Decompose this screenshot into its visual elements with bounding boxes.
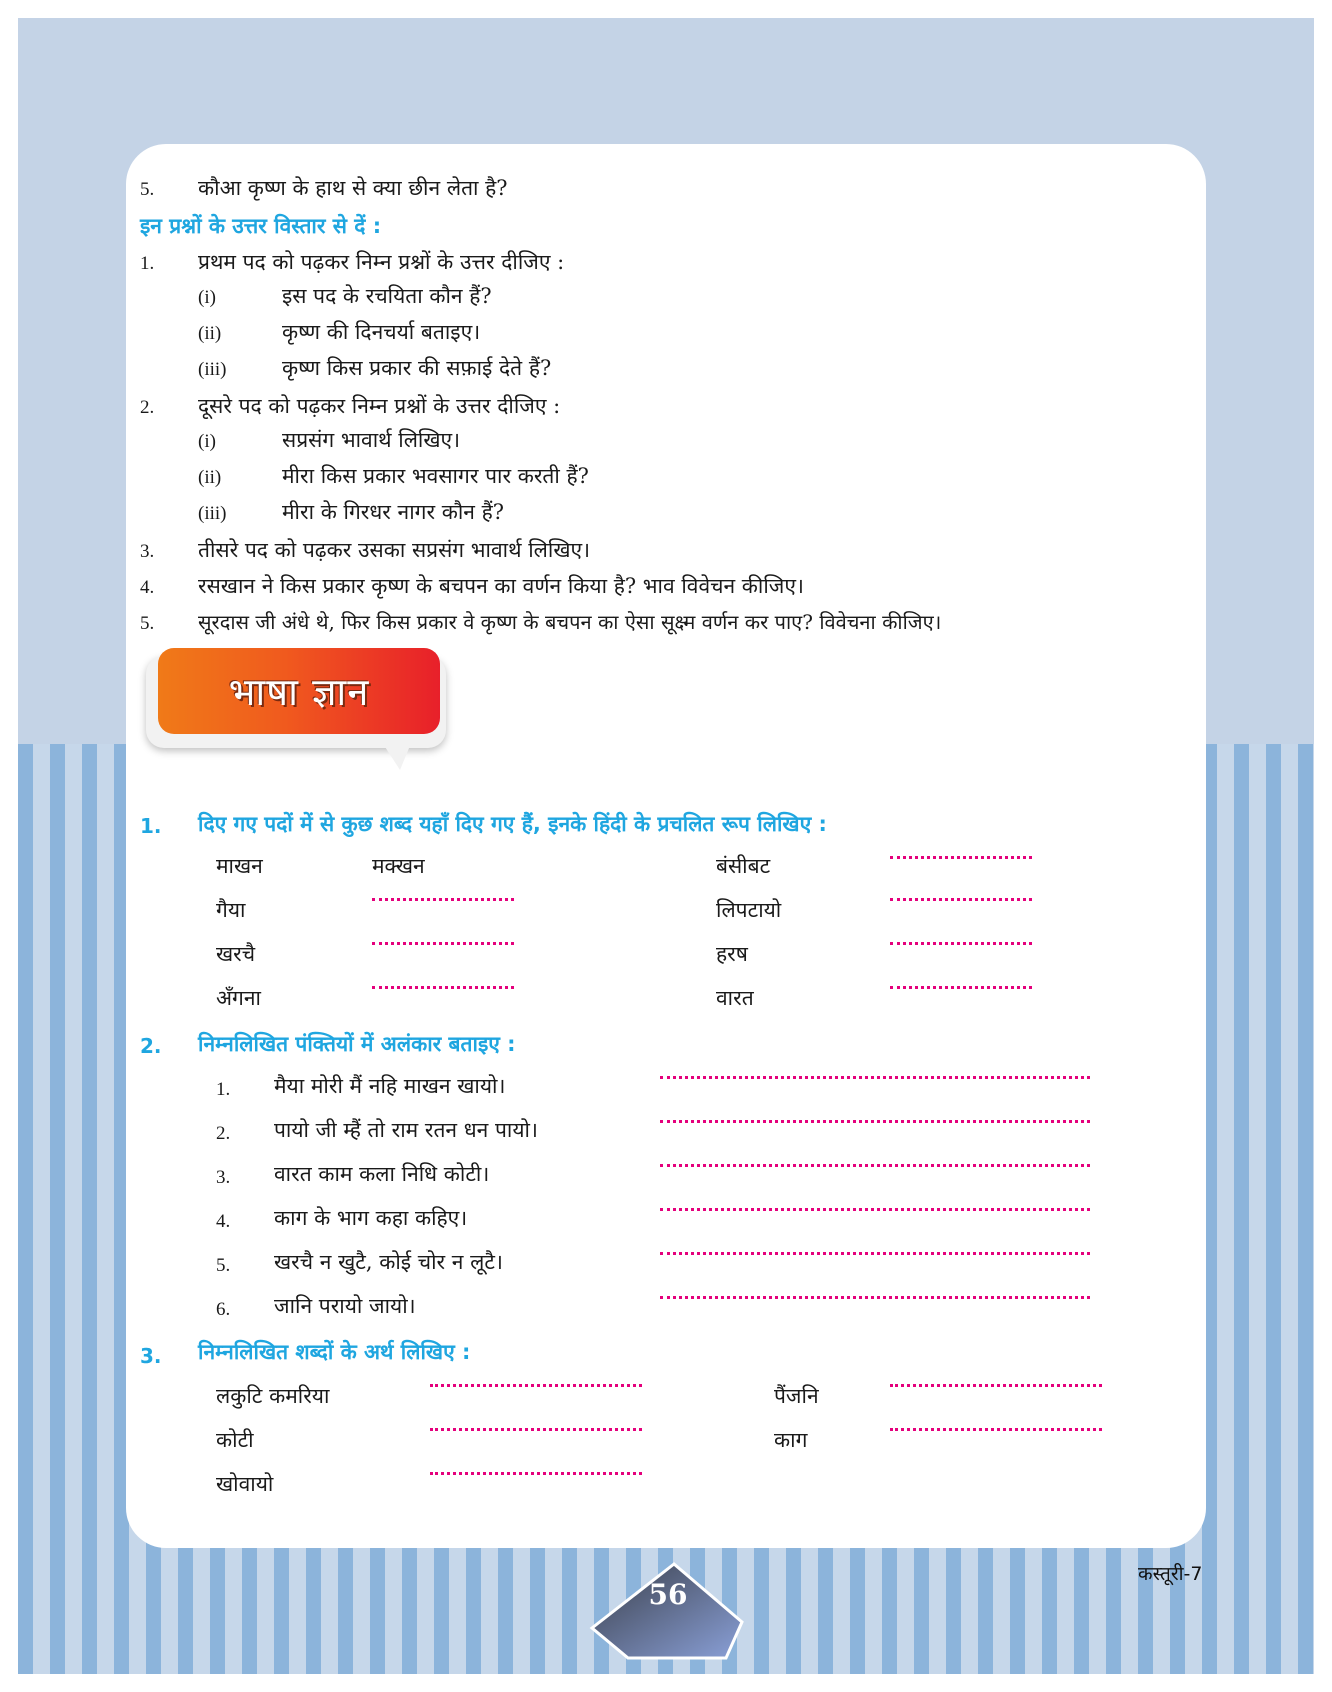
item-text: वारत काम कला निधि कोटी। [274,1162,490,1186]
word: वारत [716,986,754,1010]
answer-blank[interactable] [890,898,1032,901]
book-title: कस्तूरी-7 [1138,1563,1203,1585]
item-number: 4. [216,1211,231,1232]
exercise-title: निम्नलिखित शब्दों के अर्थ लिखिए : [198,1340,471,1364]
long-question-text: रसखान ने किस प्रकार कृष्ण के बचपन का वर्णन किया है? भाव विवेचन कीजिए। [198,574,804,598]
answer-blank[interactable] [890,1384,1102,1387]
exercise-title: निम्नलिखित पंक्तियों में अलंकार बताइए : [198,1032,516,1056]
sub-question-text: मीरा किस प्रकार भवसागर पार करती हैं? [282,464,589,488]
word: लिपटायो [716,898,782,922]
banner-title: भाषा ज्ञान [228,670,370,714]
word: खरचै [216,942,256,966]
answer-blank[interactable] [430,1428,642,1431]
item-text: पायो जी म्हैं तो राम रतन धन पायो। [274,1118,538,1142]
word: पैंजनि [774,1384,819,1408]
answer-blank[interactable] [890,942,1032,945]
answer: मक्खन [372,854,425,878]
long-question-number: 5. [140,613,155,634]
word: कोटी [216,1428,254,1452]
exercise-number: 2. [140,1034,162,1058]
long-question-text: दूसरे पद को पढ़कर निम्न प्रश्नों के उत्तर दीजिए : [198,394,561,418]
word: बंसीबट [716,854,771,878]
banner-box [158,648,440,734]
item-text: जानि परायो जायो। [274,1294,416,1318]
word: खोवायो [216,1472,274,1496]
long-question-text: तीसरे पद को पढ़कर उसका सप्रसंग भावार्थ लिखिए। [198,538,591,562]
long-question-number: 3. [140,541,155,562]
sub-question-number: (iii) [198,359,227,380]
answer-blank[interactable] [660,1120,1090,1123]
exercise-title: दिए गए पदों में से कुछ शब्द यहाँ दिए गए हैं, इनके हिंदी के प्रचलित रूप लिखिए : [198,812,827,836]
word: अँगना [216,986,261,1010]
answer-blank[interactable] [430,1472,642,1475]
word: लकुटि कमरिया [216,1384,330,1408]
item-text: काग के भाग कहा कहिए। [274,1206,468,1230]
answer-blank[interactable] [660,1208,1090,1211]
long-answer-heading: इन प्रश्नों के उत्तर विस्तार से दें : [140,214,382,238]
answer-blank[interactable] [660,1252,1090,1255]
word: काग [774,1428,808,1452]
word: हरष [716,942,748,966]
long-question-number: 4. [140,577,155,598]
long-question-text: प्रथम पद को पढ़कर निम्न प्रश्नों के उत्तर दीजिए : [198,250,565,274]
question-text: कौआ कृष्ण के हाथ से क्या छीन लेता है? [198,176,508,200]
answer-blank[interactable] [890,1428,1102,1431]
item-number: 5. [216,1255,231,1276]
page-number: 56 [648,1578,688,1611]
answer-blank[interactable] [890,986,1032,989]
sub-question-text: कृष्ण की दिनचर्या बताइए। [282,320,481,344]
item-text: मैया मोरी मैं नहि माखन खायो। [274,1074,506,1098]
answer-blank[interactable] [372,942,514,945]
long-question-text: सूरदास जी अंधे थे, फिर किस प्रकार वे कृष्ण के बचपन का ऐसा सूक्ष्म वर्णन कर पाए? विवेचना कीजिए। [198,610,942,634]
sub-question-text: कृष्ण किस प्रकार की सफ़ाई देते हैं? [282,356,552,380]
answer-blank[interactable] [660,1164,1090,1167]
exercise-number: 1. [140,814,162,838]
item-number: 1. [216,1079,231,1100]
sub-question-number: (iii) [198,503,227,524]
item-text: खरचै न खुटै, कोई चोर न लूटै। [274,1250,503,1274]
question-number: 5. [140,179,155,200]
long-question-number: 2. [140,397,155,418]
answer-blank[interactable] [372,898,514,901]
section-banner [146,648,446,744]
answer-blank[interactable] [660,1076,1090,1079]
word: गैया [216,898,246,922]
page-number-badge [588,1560,748,1660]
sub-question-number: (i) [198,287,216,308]
answer-blank[interactable] [372,986,514,989]
answer-blank[interactable] [660,1296,1090,1299]
word: माखन [216,854,263,878]
sub-question-text: सप्रसंग भावार्थ लिखिए। [282,428,461,452]
answer-blank[interactable] [890,856,1032,859]
banner-tail [378,736,414,770]
sub-question-number: (ii) [198,467,222,488]
item-number: 3. [216,1167,231,1188]
item-number: 2. [216,1123,231,1144]
long-question-number: 1. [140,253,155,274]
item-number: 6. [216,1299,231,1320]
sub-question-number: (i) [198,431,216,452]
exercise-number: 3. [140,1344,162,1368]
answer-blank[interactable] [430,1384,642,1387]
sub-question-text: मीरा के गिरधर नागर कौन हैं? [282,500,505,524]
sub-question-number: (ii) [198,323,222,344]
sub-question-text: इस पद के रचयिता कौन हैं? [282,284,492,308]
